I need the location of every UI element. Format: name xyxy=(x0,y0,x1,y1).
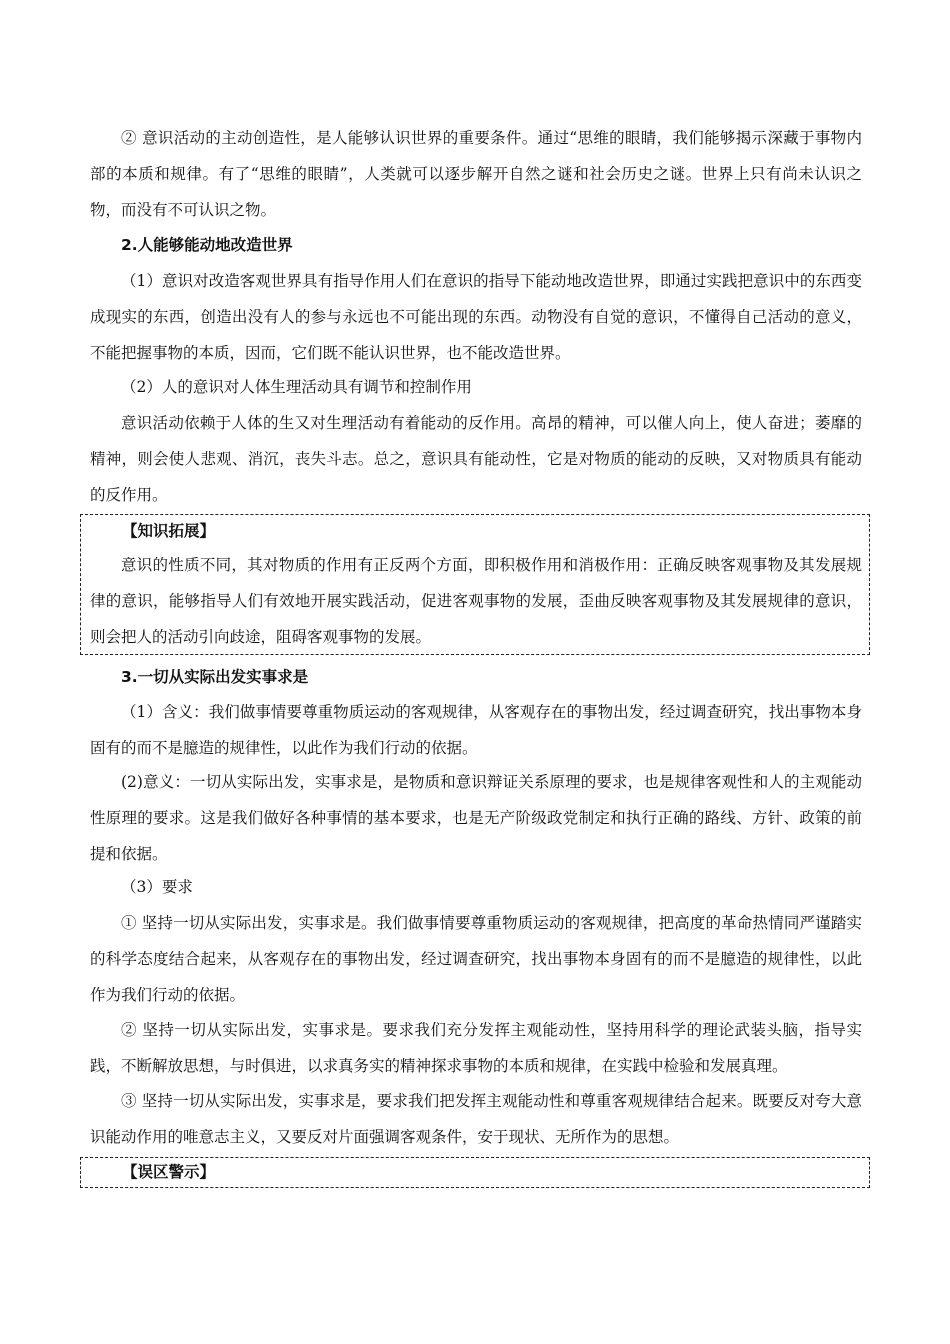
section-heading-3: 3.一切从实际出发实事求是 xyxy=(121,668,309,686)
subheading-requirements: （3）要求 xyxy=(121,878,193,896)
misconception-warning-title: 【误区警示】 xyxy=(122,1163,216,1181)
paragraph-spirit: 意识活动依赖于人体的生又对生理活动有着能动的反作用。高昂的精神，可以催人向上，使人奋进；萎靡的精神，则会使人悲观、消沉，丧失斗志。总之，意识具有能动性，它是对物质的能动的反映，又对物质具有能动的反作用。 xyxy=(90,414,862,504)
paragraph-meaning: （1）含义：我们做事情要尊重物质运动的客观规律，从客观存在的事物出发，经过调查研究，找出事物本身固有的而不是臆造的规律性，以此作为我们行动的依据。 xyxy=(90,703,862,757)
paragraph-requirement-3: ③ 坚持一切从实际出发，实事求是，要求我们把发挥主观能动性和尊重客观规律结合起来。既要反对夸大意识能动作用的唯意志主义，又要反对片面强调客观条件，安于现状、无所作为的思想。 xyxy=(90,1092,862,1146)
knowledge-extension-title: 【知识拓展】 xyxy=(122,522,216,540)
misconception-warning-box xyxy=(80,1157,870,1188)
paragraph-significance: (2)意义：一切从实际出发，实事求是，是物质和意识辩证关系原理的要求，也是规律客观性和人的主观能动性原理的要求。这是我们做好各种事情的基本要求，也是无产阶级政党制定和执行正确的路线、方针、政策的前提和依据。 xyxy=(90,773,862,863)
knowledge-extension-box xyxy=(80,514,870,655)
paragraph-requirement-2: ② 坚持一切从实际出发，实事求是。要求我们充分发挥主观能动性，坚持用科学的理论武装头脑，指导实践，不断解放思想，与时俱进，以求真务实的精神探求事物的本质和规律，在实践中检验和发展真理。 xyxy=(90,1021,862,1075)
paragraph-consciousness-creativity: ② 意识活动的主动创造性，是人能够认识世界的重要条件。通过“思维的眼睛，我们能够揭示深藏于事物内部的本质和规律。有了“思维的眼睛”，人类就可以逐步解开自然之谜和社会历史之谜。世界上只有尚未认识之物，而没有不可认识之物。 xyxy=(90,129,862,219)
paragraph-requirement-1: ① 坚持一切从实际出发，实事求是。我们做事情要尊重物质运动的客观规律，把高度的革命热情同严谨踏实的科学态度结合起来，从客观存在的事物出发，经过调查研究，找出事物本身固有的而不是臆造的规律性，以此作为我们行动的依据。 xyxy=(90,914,862,1004)
paragraph-guiding-role: （1）意识对改造客观世界具有指导作用人们在意识的指导下能动地改造世界，即通过实践把意识中的东西变成现实的东西，创造出没有人的参与永远也不可能出现的东西。动物没有自觉的意识，不懂得自己活动的意义，不能把握事物的本质，因而，它们既不能认识世界，也不能改造世界。 xyxy=(90,272,862,362)
section-heading-2: 2.人能够能动地改造世界 xyxy=(121,236,293,254)
subheading-regulation: （2）人的意识对人体生理活动具有调节和控制作用 xyxy=(121,378,472,396)
knowledge-extension-body: 意识的性质不同，其对物质的作用有正反两个方面，即积极作用和消极作用：正确反映客观事物及其发展规律的意识，能够指导人们有效地开展实践活动，促进客观事物的发展，歪曲反映客观事物及其发展规律的意识，则会把人的活动引向歧途，阻碍客观事物的发展。 xyxy=(90,556,862,646)
